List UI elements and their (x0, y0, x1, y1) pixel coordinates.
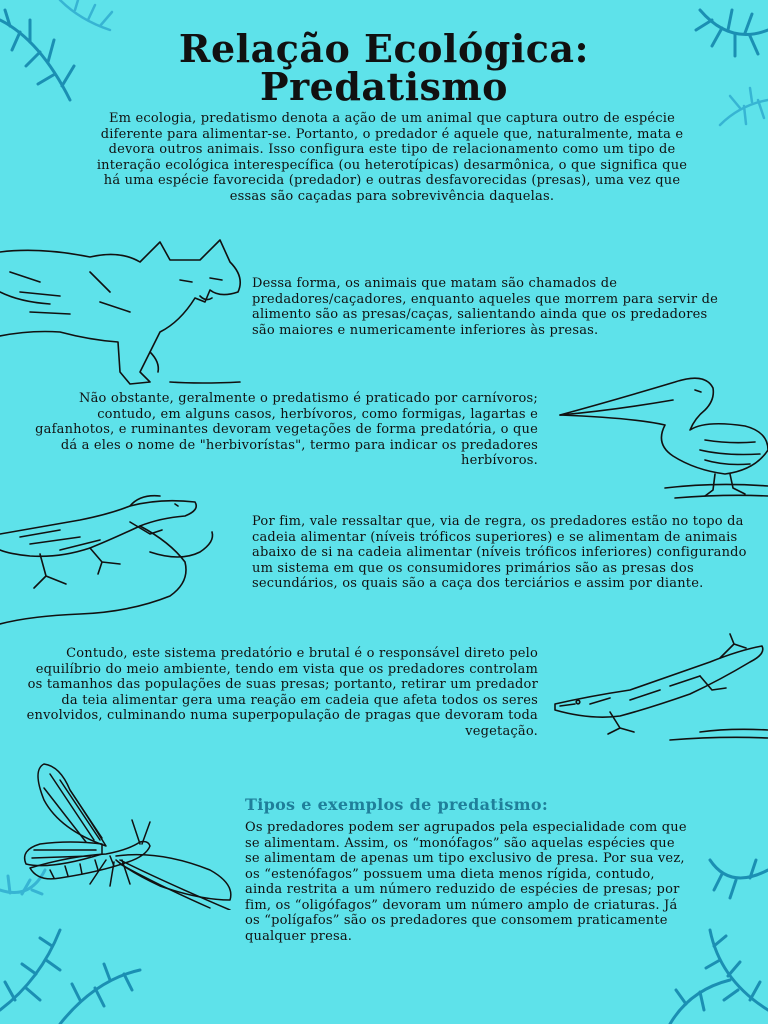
page-title-line-1: Relação Ecológica: (178, 26, 590, 71)
intro-paragraph: Em ecologia, predatismo denota a ação de um animal que captura outro de espécie diferente para alimentar-se. Portanto, o predador é aquele que, naturalmente, mata e devora outros animais. Isso configura este tipo de relacionamento como um tipo de interação ecológica interespecífica (ou heterotípicas) desarmônica, o que significa que há uma espécie favorecida (predador) e outras desfavorecidas (presas), uma vez que essas são caçadas para sobrevivência daquelas. (96, 111, 688, 204)
lizard-illustration (0, 492, 220, 632)
wolf-illustration (0, 232, 250, 390)
paragraph-herbivores: Não obstante, geralmente o predatismo é praticado por carnívoros; contudo, em alguns casos, herbívoros, como formigas, lagartas e gafanhotos, e ruminantes devoram vegetações de forma predatória, o que dá a eles o nome de "herbivorístas", termo para indicar os predadores herbívoros. (35, 391, 538, 468)
paragraph-balance: Contudo, este sistema predatório e brutal é o responsável direto pelo equilíbrio do meio ambiente, tendo em vista que os predadores controlam os tamanhos das populações de suas presas; portanto, retirar um predador da teia alimentar gera uma reação em cadeia que afeta todos os seres envolvidos, culminando numa superpopulação de pragas que devoram toda vegetação. (26, 646, 538, 739)
newt-illustration (550, 632, 768, 744)
types-section-heading: Tipos e exemplos de predatismo: (245, 795, 549, 814)
types-section-text: Os predadores podem ser agrupados pela especialidade com que se alimentam. Assim, os “monófagos” são aquelas espécies que se alimentam de apenas um tipo exclusivo de presa. Por sua vez, os “estenófagos” possuem uma dieta menos rígida, contudo, ainda restrita a um número reduzido de espécies de presas; por fim, os “oligófagos” devoram um número amplo de criaturas. Já os “polígafos” são os predadores que consomem praticamente qualquer presa. (245, 820, 687, 944)
paragraph-predators: Dessa forma, os animais que matam são chamados de predadores/caçadores, enquanto aqueles que morrem para servir de alimento são as presas/caças, salientando ainda que os predadores são maiores e numericamente inferiores às presas. (252, 276, 718, 338)
paragraph-food-chain: Por fim, vale ressaltar que, via de regra, os predadores estão no topo da cadeia alimentar (níveis tróficos superiores) e se alimentam de animais abaixo de si na cadeia alimentar (níveis tróficos inferiores) configurando um sistema em que os consumidores primários são as presas dos secundários, os quais são a caça dos terciários e assim por diante. (252, 514, 747, 591)
mayfly-illustration (10, 760, 240, 910)
page-title (0, 26, 768, 109)
pelican-illustration (555, 370, 768, 505)
page-title-line-2: Predatismo (260, 64, 508, 109)
